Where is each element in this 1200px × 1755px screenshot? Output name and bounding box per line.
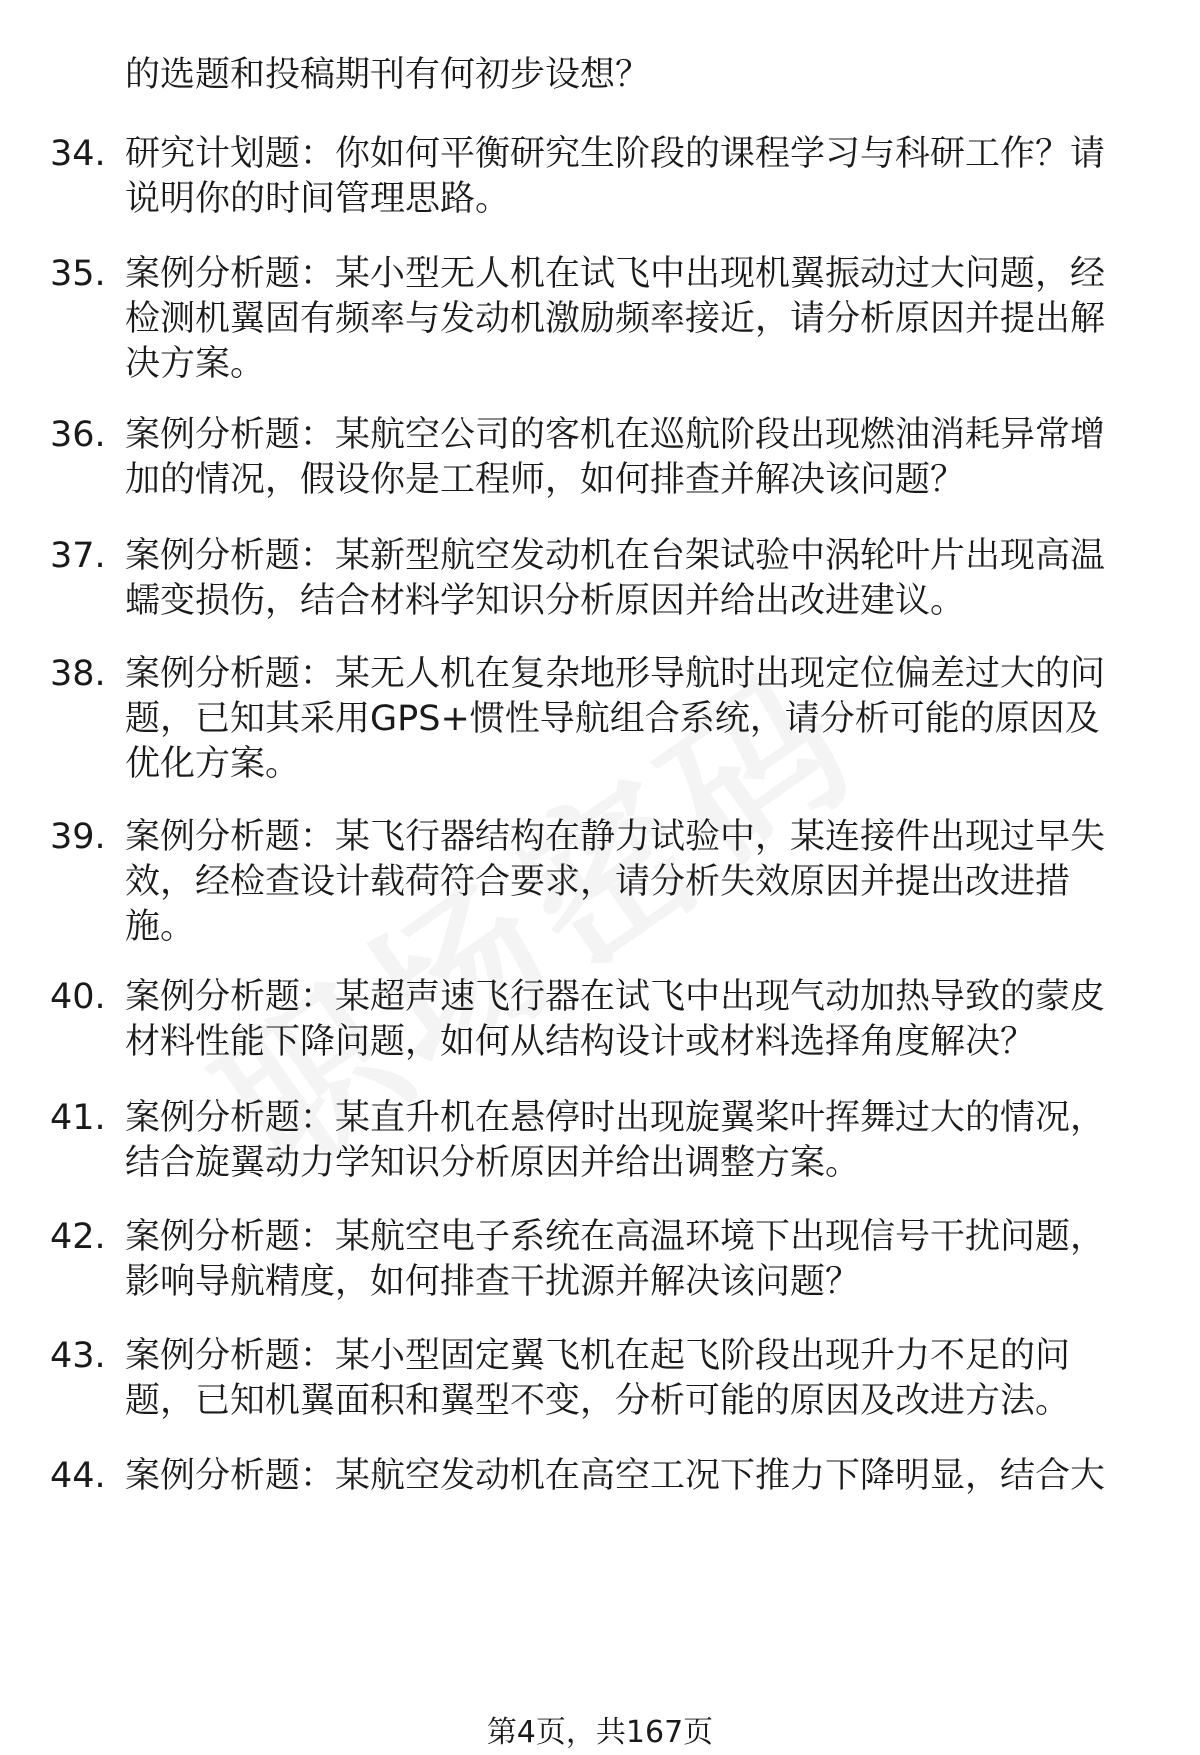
question-number: 41. [50,1098,106,1138]
question-text: 题，已知其采用GPS+惯性导航组合系统，请分析可能的原因及 [125,699,1100,739]
question-text: 检测机翼固有频率与发动机激励频率接近，请分析原因并提出解 [125,299,1106,339]
question-text: 案例分析题：某超声速飞行器在试飞中出现气动加热导致的蒙皮 [125,977,1106,1017]
question-text: 研究计划题：你如何平衡研究生阶段的课程学习与科研工作？请 [125,134,1106,174]
question-number: 39. [50,817,106,857]
question-text: 结合旋翼动力学知识分析原因并给出调整方案。 [125,1143,861,1183]
question-text: 效，经检查设计载荷符合要求，请分析失效原因并提出改进措 [125,862,1071,902]
question-text: 蠕变损伤，结合材料学知识分析原因并给出改进建议。 [125,581,966,621]
question-text: 案例分析题：某小型固定翼飞机在起飞阶段出现升力不足的问 [125,1336,1071,1376]
question-number: 34. [50,134,106,174]
question-text: 案例分析题：某航空公司的客机在巡航阶段出现燃油消耗异常增 [125,415,1106,455]
question-number: 38. [50,654,106,694]
question-number: 42. [50,1217,106,1257]
question-text: 决方案。 [125,344,266,384]
page-footer: 第4页，共167页 [486,1715,714,1750]
question-text: 案例分析题：某小型无人机在试飞中出现机翼振动过大问题，经 [125,254,1106,294]
question-number: 40. [50,977,106,1017]
question-number: 37. [50,536,106,576]
question-text: 的选题和投稿期刊有何初步设想？ [125,55,651,95]
question-text: 案例分析题：某直升机在悬停时出现旋翼桨叶挥舞过大的情况， [125,1098,1106,1138]
question-text: 说明你的时间管理思路。 [125,179,511,219]
question-text: 施。 [125,907,196,947]
question-number: 44. [50,1456,106,1496]
question-number: 35. [50,254,106,294]
question-text: 题，已知机翼面积和翼型不变，分析可能的原因及改进方法。 [125,1381,1071,1421]
question-text: 加的情况，假设你是工程师，如何排查并解决该问题？ [125,460,966,500]
question-text: 案例分析题：某航空电子系统在高温环境下出现信号干扰问题， [125,1217,1106,1257]
question-text: 案例分析题：某航空发动机在高空工况下推力下降明显，结合大 [125,1456,1106,1496]
question-text: 影响导航精度，如何排查干扰源并解决该问题？ [125,1262,861,1302]
question-text: 案例分析题：某飞行器结构在静力试验中，某连接件出现过早失 [125,817,1106,857]
question-number: 43. [50,1336,106,1376]
question-text: 案例分析题：某无人机在复杂地形导航时出现定位偏差过大的问 [125,654,1106,694]
question-text: 优化方案。 [125,744,301,784]
question-text: 案例分析题：某新型航空发动机在台架试验中涡轮叶片出现高温 [125,536,1106,576]
question-text: 材料性能下降问题，如何从结构设计或材料选择角度解决？ [125,1022,1036,1062]
question-number: 36. [50,415,106,455]
